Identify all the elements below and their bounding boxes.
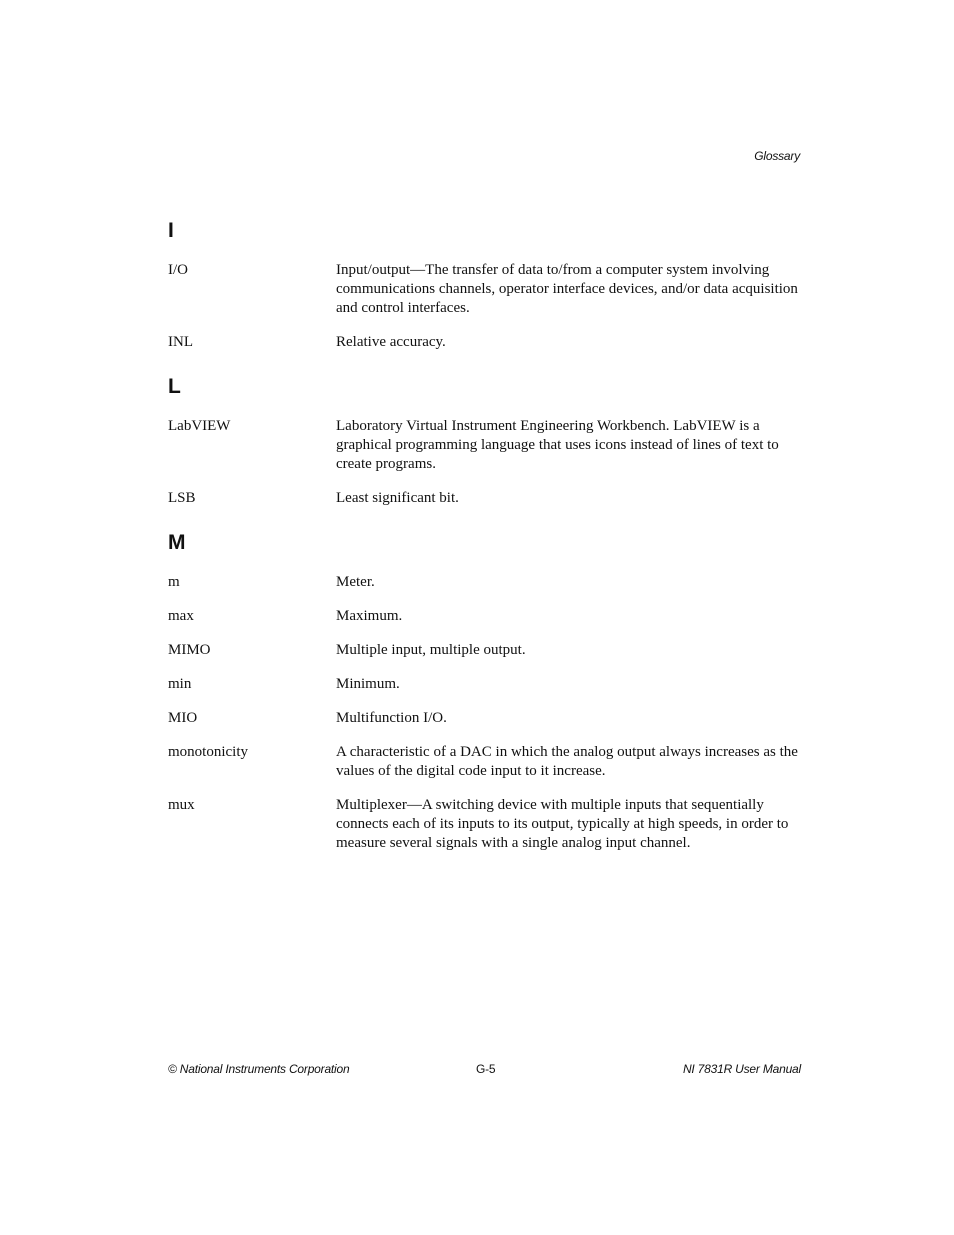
glossary-entry xyxy=(168,489,808,508)
glossary-term: MIMO xyxy=(168,642,211,658)
glossary-term: max xyxy=(168,608,194,624)
page-number: G-5 xyxy=(476,1062,496,1076)
glossary-entry xyxy=(168,743,808,781)
glossary-definition: Input/output—The transfer of data to/from a computer system involving communications channels, operator interface devices, and/or data acquisition and control interfaces. xyxy=(336,262,798,316)
glossary-definition: Maximum. xyxy=(336,608,403,624)
glossary-definition: Laboratory Virtual Instrument Engineering Workbench. LabVIEW is a graphical programming language that uses icons instead of lines of text to create programs. xyxy=(336,418,779,472)
section-letter: L xyxy=(168,375,181,398)
glossary-definition: A characteristic of a DAC in which the analog output always increases as the values of the digital code input to it increase. xyxy=(336,744,798,779)
glossary-content xyxy=(168,218,808,875)
glossary-entry xyxy=(168,641,808,660)
glossary-definition: Multiple input, multiple output. xyxy=(336,642,526,658)
glossary-term: LabVIEW xyxy=(168,418,231,434)
glossary-entry xyxy=(168,709,808,728)
glossary-definition: Multiplexer—A switching device with multiple inputs that sequentially connects each of its inputs to its output, typically at high speeds, in order to measure several signals with a single analog input channel. xyxy=(336,797,789,851)
glossary-term: mux xyxy=(168,797,195,813)
page-footer xyxy=(168,1062,801,1078)
glossary-entry xyxy=(168,675,808,694)
glossary-definition: Multifunction I/O. xyxy=(336,710,447,726)
glossary-definition: Least significant bit. xyxy=(336,490,459,506)
section-letter: M xyxy=(168,531,186,554)
footer-manual-title: NI 7831R User Manual xyxy=(682,1062,801,1076)
glossary-term: m xyxy=(168,574,180,590)
glossary-entry xyxy=(168,417,808,474)
glossary-section-i xyxy=(168,218,808,352)
glossary-entry xyxy=(168,261,808,318)
glossary-entry xyxy=(168,333,808,352)
glossary-section-l xyxy=(168,374,808,508)
section-letter: I xyxy=(168,219,174,242)
running-head: Glossary xyxy=(754,149,800,163)
glossary-entry xyxy=(168,607,808,626)
glossary-term: INL xyxy=(168,334,193,350)
glossary-term: I/O xyxy=(168,262,188,278)
glossary-definition: Meter. xyxy=(336,574,375,590)
glossary-term: min xyxy=(168,676,192,692)
glossary-entry xyxy=(168,573,808,592)
glossary-term: monotonicity xyxy=(168,744,248,760)
glossary-definition: Minimum. xyxy=(336,676,400,692)
glossary-term: MIO xyxy=(168,710,198,726)
glossary-entry xyxy=(168,796,808,853)
glossary-section-m xyxy=(168,530,808,853)
glossary-definition: Relative accuracy. xyxy=(336,334,446,350)
footer-copyright: © National Instruments Corporation xyxy=(168,1062,350,1076)
glossary-term: LSB xyxy=(168,490,196,506)
